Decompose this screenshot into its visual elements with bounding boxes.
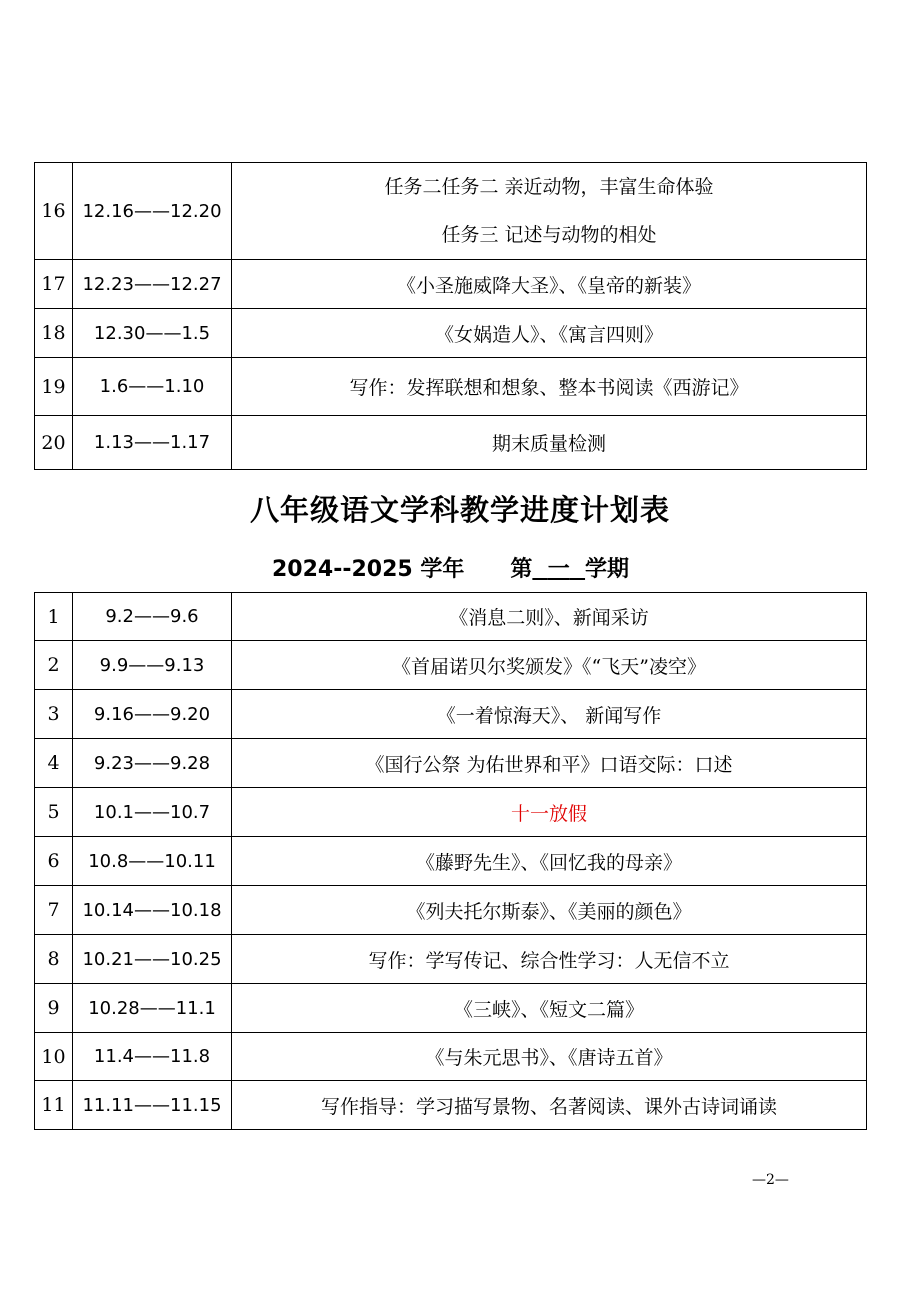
- lesson-content: [232, 163, 867, 260]
- semester-subtitle: [272, 552, 629, 583]
- term-value: 一: [547, 557, 570, 582]
- page-number: —2—: [752, 1172, 789, 1188]
- term-prefix: 第: [510, 557, 533, 582]
- date-range: 1.6——1.10: [73, 358, 232, 416]
- week-number: 11: [35, 1081, 73, 1130]
- week-number: 8: [35, 935, 73, 984]
- week-number: 18: [35, 309, 73, 358]
- week-number: 19: [35, 358, 73, 416]
- table-row: [35, 163, 867, 260]
- table-row: [35, 309, 867, 358]
- table-row: [35, 984, 867, 1033]
- lesson-content: 《列夫托尔斯泰》、《美丽的颜色》: [232, 886, 867, 935]
- week-number: 10: [35, 1033, 73, 1081]
- week-number: 7: [35, 886, 73, 935]
- table-row: [35, 641, 867, 690]
- lesson-content: 写作：发挥联想和想象、整本书阅读《西游记》: [232, 358, 867, 416]
- date-range: 12.16——12.20: [73, 163, 232, 260]
- schedule-table-bottom: [34, 592, 867, 1130]
- week-number: 3: [35, 690, 73, 739]
- academic-year: 2024--2025 学年: [272, 557, 465, 582]
- date-range: 9.9——9.13: [73, 641, 232, 690]
- date-range: 12.23——12.27: [73, 260, 232, 309]
- date-range: 10.28——11.1: [73, 984, 232, 1033]
- lesson-line: 任务二任务二 亲近动物，丰富生命体验: [384, 176, 714, 198]
- lesson-content: 《三峡》、《短文二篇》: [232, 984, 867, 1033]
- lesson-content: 期末质量检测: [232, 416, 867, 470]
- date-range: 11.11——11.15: [73, 1081, 232, 1130]
- week-number: 2: [35, 641, 73, 690]
- schedule-table-top: [34, 162, 867, 470]
- table-row: [35, 739, 867, 788]
- week-number: 1: [35, 593, 73, 641]
- table-row: [35, 1081, 867, 1130]
- week-number: 5: [35, 788, 73, 837]
- table-row: [35, 416, 867, 470]
- lesson-content: 《一着惊海天》、 新闻写作: [232, 690, 867, 739]
- lesson-line: 任务三 记述与动物的相处: [441, 224, 657, 246]
- date-range: 10.21——10.25: [73, 935, 232, 984]
- document-title: 八年级语文学科教学进度计划表: [249, 493, 670, 527]
- lesson-content: 《藤野先生》、《回忆我的母亲》: [232, 837, 867, 886]
- lesson-content: 《与朱元思书》、《唐诗五首》: [232, 1033, 867, 1081]
- date-range: 9.2——9.6: [73, 593, 232, 641]
- table-row: [35, 837, 867, 886]
- week-number: 6: [35, 837, 73, 886]
- table-row: [35, 690, 867, 739]
- week-number: 9: [35, 984, 73, 1033]
- lesson-content: 《女娲造人》、《寓言四则》: [232, 309, 867, 358]
- lesson-content: 《小圣施威降大圣》、《皇帝的新装》: [232, 260, 867, 309]
- date-range: 11.4——11.8: [73, 1033, 232, 1081]
- lesson-content: 十一放假: [232, 788, 867, 837]
- date-range: 10.1——10.7: [73, 788, 232, 837]
- date-range: 9.23——9.28: [73, 739, 232, 788]
- lesson-content: 《首届诺贝尔奖颁发》《“飞天”凌空》: [232, 641, 867, 690]
- table-row: [35, 1033, 867, 1081]
- date-range: 12.30——1.5: [73, 309, 232, 358]
- week-number: 4: [35, 739, 73, 788]
- lesson-content: 写作：学写传记、综合性学习：人无信不立: [232, 935, 867, 984]
- date-range: 9.16——9.20: [73, 690, 232, 739]
- date-range: 10.14——10.18: [73, 886, 232, 935]
- table-row: [35, 593, 867, 641]
- week-number: 20: [35, 416, 73, 470]
- lesson-content: 写作指导：学习描写景物、名著阅读、课外古诗词诵读: [232, 1081, 867, 1130]
- date-range: 10.8——10.11: [73, 837, 232, 886]
- lesson-content: 《消息二则》、新闻采访: [232, 593, 867, 641]
- week-number: 16: [35, 163, 73, 260]
- table-row: [35, 358, 867, 416]
- date-range: 1.13——1.17: [73, 416, 232, 470]
- week-number: 17: [35, 260, 73, 309]
- table-row: [35, 260, 867, 309]
- table-row: [35, 886, 867, 935]
- lesson-content: 《国行公祭 为佑世界和平》口语交际：口述: [232, 739, 867, 788]
- table-row: [35, 935, 867, 984]
- term-suffix: 学期: [585, 557, 630, 582]
- table-row: [35, 788, 867, 837]
